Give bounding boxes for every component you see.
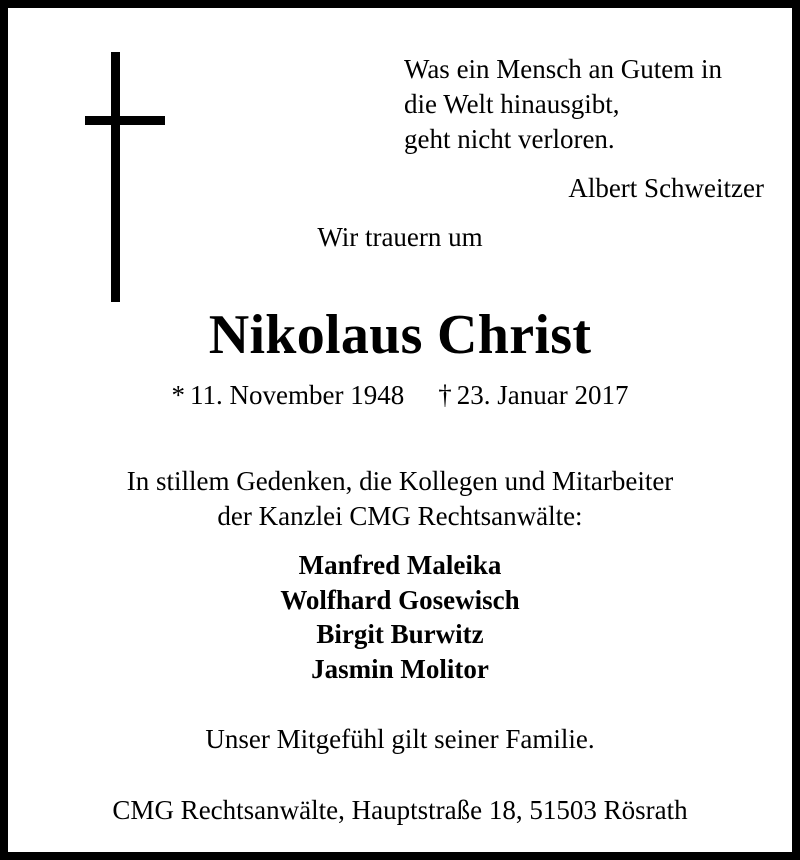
birth-date-value: 11. November 1948	[190, 380, 405, 410]
deceased-name: Nikolaus Christ	[208, 304, 592, 366]
colleague-name: Birgit Burwitz	[316, 619, 484, 649]
birth-date-group	[172, 380, 405, 410]
birth-star-icon: *	[171, 380, 186, 410]
cross-horizontal-bar	[85, 116, 165, 125]
cross-vertical-bar	[111, 52, 120, 302]
colleague-name-list	[8, 548, 792, 686]
colleague-name: Jasmin Molitor	[311, 653, 489, 684]
memorial-text	[8, 464, 792, 534]
notice-inner	[8, 8, 792, 852]
quote-attribution: Albert Schweitzer	[568, 173, 764, 203]
quote-line-1: Was ein Mensch an Gutem in	[404, 54, 723, 84]
colleague-name: Manfred Maleika	[298, 550, 502, 580]
mourning-intro: Wir trauern um	[317, 222, 483, 252]
quote-block	[404, 52, 764, 206]
latin-cross-icon	[85, 52, 165, 302]
memorial-line-2: der Kanzlei CMG Rechtsanwälte:	[217, 501, 583, 531]
memorial-line-1: In stillem Gedenken, die Kollegen und Mitarbeiter	[126, 466, 674, 496]
firm-address-line: CMG Rechtsanwälte, Hauptstraße 18, 51503 Rösrath	[112, 795, 688, 825]
life-dates	[8, 378, 792, 412]
colleague-name: Wolfhard Gosewisch	[280, 584, 520, 615]
quote-line-2: die Welt hinausgibt,	[404, 89, 620, 119]
death-date-value: 23. Januar 2017	[456, 380, 629, 410]
dagger-icon: †	[438, 380, 452, 410]
sympathy-line: Unser Mitgefühl gilt seiner Familie.	[205, 724, 595, 754]
quote-line-3: geht nicht verloren.	[404, 124, 615, 154]
death-date-group	[438, 380, 628, 410]
